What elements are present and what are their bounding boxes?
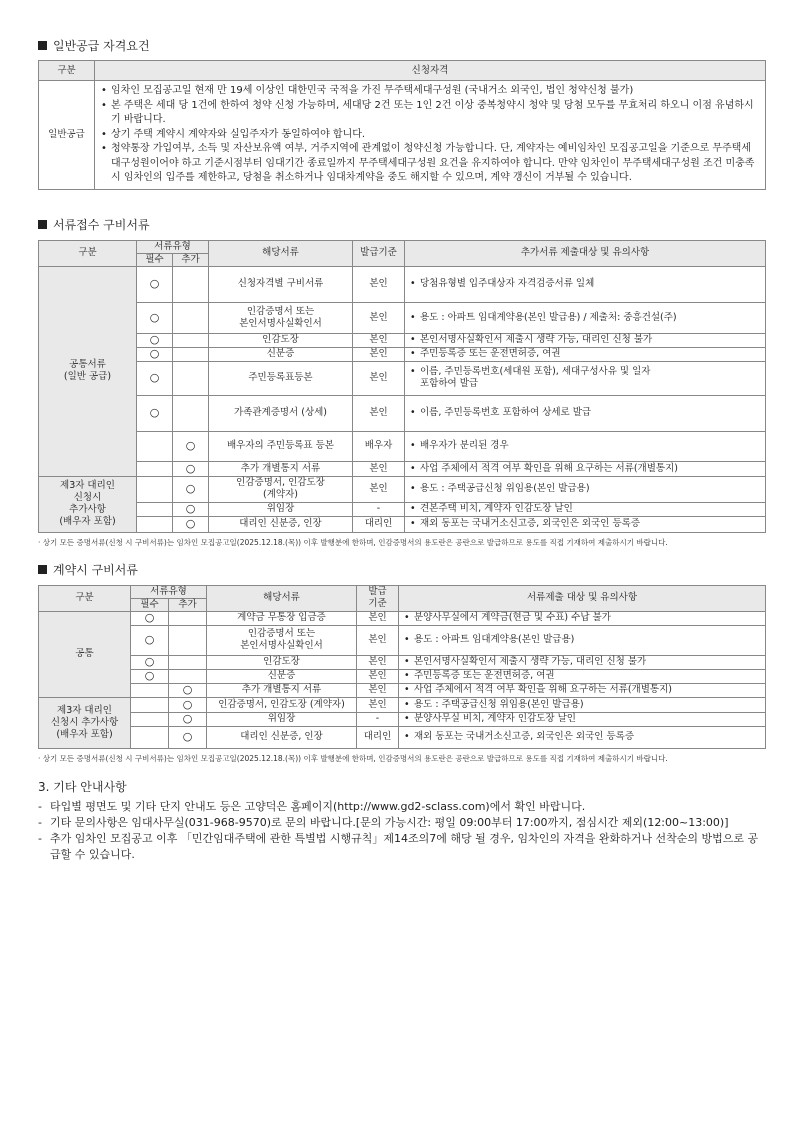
additional-mark	[173, 266, 209, 302]
group-proxy: 제3자 대리인 신청시 추가사항 (배우자 포함)	[39, 697, 131, 748]
issue-basis: 본인	[357, 683, 399, 697]
document-note: • 본인서명사실확인서 제출시 생략 가능, 대리인 신청 불가	[405, 333, 766, 347]
table-row	[39, 655, 766, 669]
table-row	[39, 502, 766, 516]
additional-mark: ○	[169, 726, 207, 748]
table-row	[39, 347, 766, 361]
required-mark	[131, 697, 169, 712]
table-row	[39, 361, 766, 395]
additional-mark	[169, 611, 207, 625]
additional-mark	[173, 333, 209, 347]
document-name: 신분증	[207, 669, 357, 683]
issue-basis: 대리인	[357, 726, 399, 748]
required-mark: ○	[137, 266, 173, 302]
required-mark	[137, 476, 173, 502]
qualification-bullets	[95, 81, 766, 190]
header-doc-type: 서류유형	[131, 585, 207, 598]
additional-mark: ○	[169, 683, 207, 697]
document-note: • 용도 : 주택공급신청 위임용(본인 발급용)	[399, 697, 766, 712]
issue-basis: 대리인	[353, 516, 405, 532]
required-mark	[137, 516, 173, 532]
table-row	[39, 395, 766, 431]
table-row	[39, 516, 766, 532]
document-name: 계약금 무통장 입금증	[207, 611, 357, 625]
table-row	[39, 697, 766, 712]
additional-mark	[173, 302, 209, 333]
other-info-item: - 타입별 평면도 및 기타 단지 안내도 등은 고양덕은 홈페이지(http://www.gd2-sclass.com)에서 확인 바랍니다.	[38, 799, 586, 813]
contract-documents-table	[38, 585, 766, 749]
group-proxy: 제3자 대리인 신청시 추가사항 (배우자 포함)	[39, 476, 137, 532]
table-row	[39, 712, 766, 726]
qualification-bullet: • 청약통장 가입여부, 소득 및 자산보유액 여부, 거주지역에 관계없이 청약신청 가능합니다. 단, 계약자는 예비임차인 모집공고일을 기준으로 무주택세대구성원이어야 하고 기준시점부터 임대기간 종료일까지 무주택세대구성원 요건을 유지하여야 합니다. 만약 임차인이 무주택세대구성원 조건 미충족 시 임차인의 입주를 제한하고, 당첨을 취소하거나 임대차계약을 중도 해지할 수 있으며, 계약 갱신이 거부될 수 있습니다.	[101, 143, 755, 183]
header-type: 구분	[39, 240, 137, 266]
header-additional: 추가	[169, 598, 207, 611]
issue-basis: 본인	[357, 669, 399, 683]
general-supply-qualification-table	[38, 60, 766, 190]
other-info-title: 3. 기타 안내사항	[38, 779, 127, 794]
document-note: • 견본주택 비치, 계약자 인감도장 날인	[405, 502, 766, 516]
additional-mark: ○	[173, 431, 209, 461]
issue-basis: 본인	[357, 697, 399, 712]
table-row	[39, 625, 766, 655]
document-name: 대리인 신분증, 인장	[209, 516, 353, 532]
header-qualification: 신청자격	[95, 61, 766, 81]
issue-basis: 본인	[357, 655, 399, 669]
table-row	[39, 302, 766, 333]
document-name: 인감도장	[207, 655, 357, 669]
issue-basis: 본인	[353, 266, 405, 302]
required-mark: ○	[137, 347, 173, 361]
application-footnote: · 상기 모든 증명서류(신청 시 구비서류)는 임차인 모집공고일(2025.12.18.(목)) 이후 발행분에 한하며, 인감증명서의 용도란은 공란으로 발급하므로 용도를 직접 기재하여 제출하시기 바랍니다.	[38, 537, 668, 547]
issue-basis: 본인	[353, 461, 405, 476]
table-row	[39, 683, 766, 697]
document-name: 배우자의 주민등록표 등본	[209, 431, 353, 461]
table-row	[39, 431, 766, 461]
qualification-bullet: • 상기 주택 계약시 계약자와 실입주자가 동일하여야 합니다.	[101, 128, 366, 140]
issue-basis: 본인	[353, 476, 405, 502]
document-note: • 용도 : 주택공급신청 위임용(본인 발급용)	[405, 476, 766, 502]
table-row	[39, 461, 766, 476]
header-issue-basis: 발급 기준	[357, 585, 399, 611]
document-name: 위임장	[207, 712, 357, 726]
required-mark: ○	[137, 333, 173, 347]
document-note: • 당첨유형별 입주대상자 자격검증서류 일체	[405, 266, 766, 302]
required-mark: ○	[131, 625, 169, 655]
document-note: • 재외 동포는 국내거소신고증, 외국인은 외국인 등록증	[399, 726, 766, 748]
document-note: • 배우자가 분리된 경우	[405, 431, 766, 461]
issue-basis: 본인	[357, 611, 399, 625]
group-common: 공통서류 (일반 공급)	[39, 266, 137, 476]
document-name: 인감증명서, 인감도장 (계약자)	[209, 476, 353, 502]
additional-mark: ○	[173, 502, 209, 516]
document-note: • 용도 : 아파트 임대계약용(본인 발급용)	[399, 625, 766, 655]
document-name: 신분증	[209, 347, 353, 361]
required-mark	[137, 502, 173, 516]
required-mark: ○	[137, 302, 173, 333]
document-note: • 분양사무실 비치, 계약자 인감도장 날인	[399, 712, 766, 726]
document-name: 대리인 신분증, 인장	[207, 726, 357, 748]
document-name: 인감도장	[209, 333, 353, 347]
document-name: 위임장	[209, 502, 353, 516]
table-row	[39, 726, 766, 748]
issue-basis: 본인	[353, 361, 405, 395]
required-mark	[131, 683, 169, 697]
document-note: • 용도 : 아파트 임대계약용(본인 발급용) / 제출처: 중흥건설(주)	[405, 302, 766, 333]
table-row	[39, 611, 766, 625]
additional-mark	[169, 625, 207, 655]
header-notes: 추가서류 제출대상 및 유의사항	[405, 240, 766, 266]
header-required: 필수	[137, 253, 173, 266]
header-additional: 추가	[173, 253, 209, 266]
issue-basis: 배우자	[353, 431, 405, 461]
document-note: • 이름, 주민등록번호(세대원 포함), 세대구성사유 및 일자 포함하여 발급	[405, 361, 766, 395]
table-row	[39, 266, 766, 302]
section-title-application-documents: 서류접수 구비서류	[38, 216, 766, 234]
row-label-general-supply: 일반공급	[39, 81, 95, 190]
additional-mark: ○	[173, 461, 209, 476]
other-info-item: - 기타 문의사항은 임대사무실(031-968-9570)로 문의 바랍니다.[문의 가능시간: 평일 09:00부터 17:00까지, 점심시간 제외(12:00~13:00)]	[38, 815, 729, 829]
document-name: 인감증명서, 인감도장 (계약자)	[207, 697, 357, 712]
document-name: 추가 개별통지 서류	[209, 461, 353, 476]
issue-basis: 본인	[357, 625, 399, 655]
header-type: 구분	[39, 585, 131, 611]
issue-basis: -	[353, 502, 405, 516]
additional-mark	[169, 669, 207, 683]
document-note: • 재외 동포는 국내거소신고증, 외국인은 외국인 등록증	[405, 516, 766, 532]
qualification-bullet: • 본 주택은 세대 당 1건에 한하여 청약 신청 가능하며, 세대당 2건 또는 1인 2건 이상 중복청약시 청약 및 당첨 모두를 무효처리 하오니 이점 유념하시기 바랍니다.	[101, 99, 754, 125]
document-name: 주민등록표등본	[209, 361, 353, 395]
document-note: • 주민등록증 또는 운전면허증, 여권	[399, 669, 766, 683]
additional-mark: ○	[169, 712, 207, 726]
qualification-bullet: • 임차인 모집공고일 현재 만 19세 이상인 대한민국 국적을 가진 무주택세대구성원 (국내거소 외국인, 법인 청약신청 불가)	[101, 85, 634, 96]
issue-basis: 본인	[353, 302, 405, 333]
document-note: • 분양사무실에서 계약금(현금 및 수표) 수납 불가	[399, 611, 766, 625]
group-common: 공통	[39, 611, 131, 697]
additional-mark	[173, 347, 209, 361]
issue-basis: 본인	[353, 333, 405, 347]
additional-mark	[173, 395, 209, 431]
header-issue-basis: 발급기준	[353, 240, 405, 266]
table-row	[39, 333, 766, 347]
additional-mark: ○	[169, 697, 207, 712]
additional-mark	[169, 655, 207, 669]
additional-mark: ○	[173, 516, 209, 532]
required-mark: ○	[131, 655, 169, 669]
required-mark: ○	[131, 611, 169, 625]
document-name: 인감증명서 또는 본인서명사실확인서	[209, 302, 353, 333]
required-mark	[131, 712, 169, 726]
section-title-general-supply: 일반공급 자격요건	[38, 36, 766, 54]
document-name: 신청자격별 구비서류	[209, 266, 353, 302]
document-page	[38, 36, 766, 863]
document-name: 추가 개별통지 서류	[207, 683, 357, 697]
contract-footnote: · 상기 모든 증명서류(신청 시 구비서류)는 임차인 모집공고일(2025.12.18.(목)) 이후 발행분에 한하며, 인감증명서의 용도란은 공란으로 발급하므로 용도를 직접 기재하여 제출하시기 바랍니다.	[38, 753, 668, 763]
table-row	[39, 476, 766, 502]
document-note: • 사업 주체에서 적격 여부 확인을 위해 요구하는 서류(개별통지)	[399, 683, 766, 697]
table-row	[39, 669, 766, 683]
required-mark: ○	[137, 395, 173, 431]
square-bullet-icon	[38, 565, 47, 574]
required-mark: ○	[137, 361, 173, 395]
issue-basis: 본인	[353, 395, 405, 431]
header-required: 필수	[131, 598, 169, 611]
issue-basis: -	[357, 712, 399, 726]
square-bullet-icon	[38, 220, 47, 229]
header-doc-type: 서류유형	[137, 240, 209, 253]
required-mark: ○	[131, 669, 169, 683]
document-note: • 사업 주체에서 적격 여부 확인을 위해 요구하는 서류(개별통지)	[405, 461, 766, 476]
additional-mark: ○	[173, 476, 209, 502]
required-mark	[131, 726, 169, 748]
document-note: • 이름, 주민등록번호 포함하여 상세로 발급	[405, 395, 766, 431]
document-note: • 주민등록증 또는 운전면허증, 여권	[405, 347, 766, 361]
required-mark	[137, 431, 173, 461]
header-document: 해당서류	[207, 585, 357, 611]
header-notes: 서류제출 대상 및 유의사항	[399, 585, 766, 611]
additional-mark	[173, 361, 209, 395]
other-info-section	[38, 778, 766, 863]
square-bullet-icon	[38, 41, 47, 50]
document-name: 가족관계증명서 (상세)	[209, 395, 353, 431]
required-mark	[137, 461, 173, 476]
section-title-contract-documents: 계약시 구비서류	[38, 561, 766, 579]
other-info-item: - 추가 임차인 모집공고 이후 「민간임대주택에 관한 특별법 시행규칙」제14조의7에 해당 될 경우, 임차인의 자격을 완화하거나 선착순의 방법으로 공급할 수 있습니다.	[38, 831, 759, 861]
issue-basis: 본인	[353, 347, 405, 361]
application-documents-table	[38, 240, 766, 533]
header-type: 구분	[39, 61, 95, 81]
document-note: • 본인서명사실확인서 제출시 생략 가능, 대리인 신청 불가	[399, 655, 766, 669]
document-name: 인감증명서 또는 본인서명사실확인서	[207, 625, 357, 655]
header-document: 해당서류	[209, 240, 353, 266]
